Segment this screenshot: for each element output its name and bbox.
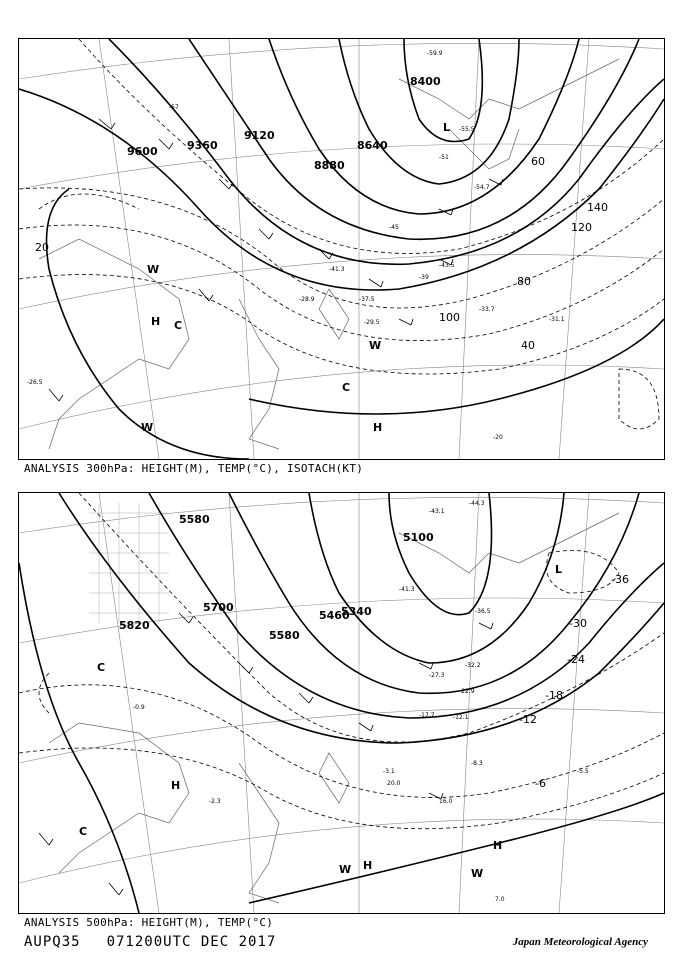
isotach-label-20: 20 — [35, 241, 49, 254]
center-warm-2: W — [471, 867, 484, 880]
height-label-5580-north: 5580 — [179, 513, 210, 526]
center-warm-2: W — [369, 339, 382, 352]
center-high-2: H — [373, 421, 383, 434]
temp-label: -3.1 — [383, 768, 395, 775]
temp-label: -44.3 — [469, 500, 485, 507]
isotach-label-100: 100 — [439, 311, 460, 324]
temp-label: -22.9 — [459, 688, 475, 695]
height-label-5700: 5700 — [203, 601, 234, 614]
center-warm-3: W — [141, 421, 154, 434]
center-warm-1: W — [147, 263, 160, 276]
isotherm-label-minus18: -18 — [545, 689, 563, 702]
temp-label: -41.3 — [329, 266, 345, 273]
map-panel-500hpa — [18, 492, 665, 914]
height-label-9600: 9600 — [127, 145, 158, 158]
temp-label: -20 — [493, 434, 503, 441]
temp-label: -57 — [169, 104, 179, 111]
temp-label: -51 — [439, 154, 449, 161]
chart-code: AUPQ35 — [24, 934, 81, 950]
chart-datetime: 071200UTC DEC 2017 — [106, 934, 277, 950]
center-high-3: H — [493, 839, 503, 852]
height-label-5580: 5580 — [269, 629, 300, 642]
isotach-label-80: 80 — [517, 275, 531, 288]
temp-label: -59.9 — [427, 50, 443, 57]
temp-label: -26.5 — [27, 379, 43, 386]
height-label-8400: 8400 — [410, 75, 441, 88]
height-label-8640: 8640 — [357, 139, 388, 152]
caption-500hpa: ANALYSIS 500hPa: HEIGHT(M), TEMP(°C) — [24, 916, 274, 929]
height-label-5100: 5100 — [403, 531, 434, 544]
temp-label: -39 — [419, 274, 429, 281]
temp-label: -41.3 — [399, 586, 415, 593]
graticule — [19, 39, 664, 459]
graticule — [19, 493, 664, 913]
center-high-1: H — [151, 315, 161, 328]
temp-label: -2.3 — [209, 798, 221, 805]
center-cold-2: C — [79, 825, 88, 838]
temp-label: -32.2 — [465, 662, 481, 669]
isotach-label-40: 40 — [521, 339, 535, 352]
map-panel-300hpa — [18, 38, 665, 460]
temp-label: -12.1 — [453, 714, 469, 721]
temp-label: -0.9 — [133, 704, 145, 711]
temp-label: -36.5 — [475, 608, 491, 615]
temp-label: -27.3 — [429, 672, 445, 679]
height-label-5340: 5340 — [341, 605, 372, 618]
agency-credit: Japan Meteorological Agency — [512, 936, 648, 948]
map-500hpa-svg — [19, 493, 664, 913]
temp-label: -37.5 — [359, 296, 375, 303]
isotherm-label-minus6: -6 — [535, 777, 546, 790]
temp-label: 20.0 — [387, 780, 401, 787]
temp-label: -33.7 — [479, 306, 495, 313]
temp-label: -5.5 — [577, 768, 589, 775]
caption-300hpa: ANALYSIS 300hPa: HEIGHT(M), TEMP(°C), ISOTACH(KT) — [24, 462, 364, 475]
isotherms — [19, 39, 664, 429]
temp-label: 7.0 — [495, 896, 505, 903]
temp-label: 16.0 — [439, 798, 453, 805]
temp-label: -43.1 — [429, 508, 445, 515]
temp-label: -17.7 — [419, 712, 435, 719]
temp-label: -8.3 — [471, 760, 483, 767]
center-cold-2: C — [342, 381, 351, 394]
temp-label: -28.9 — [299, 296, 315, 303]
map-300hpa-svg — [19, 39, 664, 459]
chart-code-line — [24, 934, 302, 950]
isotherm-label-minus24: -24 — [567, 653, 585, 666]
temp-label: -55.5 — [459, 126, 475, 133]
temp-label: -31.1 — [549, 316, 565, 323]
isotach-label-60: 60 — [531, 155, 545, 168]
height-label-5820: 5820 — [119, 619, 150, 632]
temp-label: -45 — [389, 224, 399, 231]
wind-barbs — [39, 613, 493, 895]
center-cold-1: C — [174, 319, 183, 332]
temp-label: -54.7 — [474, 184, 490, 191]
temp-label: -29.5 — [364, 319, 380, 326]
center-low-1: L — [443, 121, 451, 134]
height-label-9360: 9360 — [187, 139, 218, 152]
isotherm-label-minus12: -12 — [519, 713, 537, 726]
center-low-1: L — [555, 563, 563, 576]
height-label-9120: 9120 — [244, 129, 275, 142]
height-contours — [19, 493, 664, 913]
isotach-label-140: 140 — [587, 201, 608, 214]
terrain-hatch — [89, 503, 169, 623]
center-warm-1: W — [339, 863, 352, 876]
center-cold-1: C — [97, 661, 106, 674]
isotherm-label-minus30: -30 — [569, 617, 587, 630]
isotach-label-120: 120 — [571, 221, 592, 234]
center-high-1: H — [171, 779, 181, 792]
height-label-5460: 5460 — [319, 609, 350, 622]
isotherm-label-minus36: -36 — [611, 573, 629, 586]
temp-label: -43.5 — [439, 262, 455, 269]
height-contours — [19, 39, 664, 459]
center-high-2: H — [363, 859, 373, 872]
height-label-8880: 8880 — [314, 159, 345, 172]
